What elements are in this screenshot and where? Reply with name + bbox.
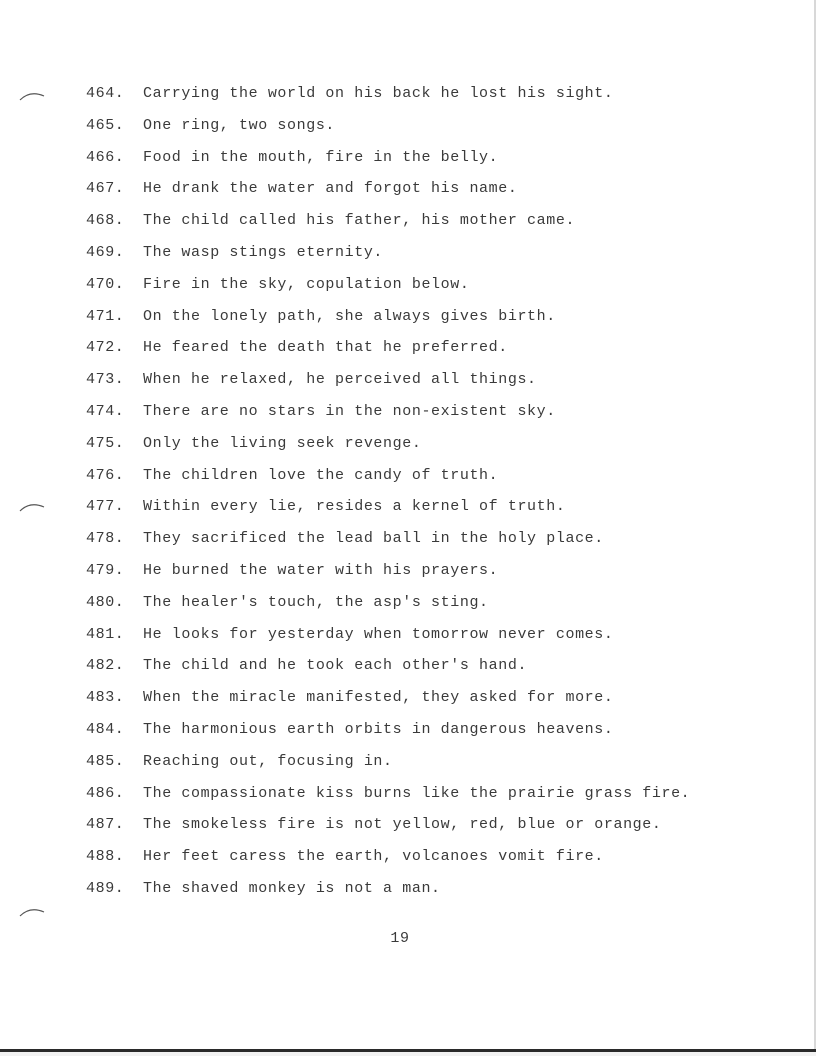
list-item [0, 816, 816, 848]
item-text: On the lonely path, she always gives birth. [143, 307, 556, 325]
item-number: 484. [86, 720, 125, 738]
list-item [0, 498, 816, 530]
list-item [0, 308, 816, 340]
list-item [0, 403, 816, 435]
item-text: Reaching out, focusing in. [143, 752, 393, 770]
item-number: 465. [86, 116, 125, 134]
item-number: 475. [86, 434, 125, 452]
item-text: The healer's touch, the asp's sting. [143, 593, 489, 611]
item-text: The smokeless fire is not yellow, red, blue or orange. [143, 816, 662, 834]
list-item [0, 530, 816, 562]
item-number: 474. [86, 402, 125, 420]
item-number: 479. [86, 561, 125, 579]
list-item [0, 339, 816, 371]
item-number: 478. [86, 530, 125, 548]
item-number: 486. [86, 784, 125, 802]
item-text: They sacrificed the lead ball in the holy place. [143, 530, 604, 548]
item-number: 480. [86, 593, 125, 611]
item-number: 482. [86, 657, 125, 675]
item-number: 483. [86, 689, 125, 707]
numbered-list [0, 85, 816, 912]
item-number: 469. [86, 243, 125, 261]
item-number: 466. [86, 148, 125, 166]
item-number: 472. [86, 339, 125, 357]
list-item [0, 276, 816, 308]
list-item [0, 721, 816, 753]
item-text: He looks for yesterday when tomorrow never comes. [143, 625, 614, 643]
list-item [0, 785, 816, 817]
list-item [0, 435, 816, 467]
list-item [0, 562, 816, 594]
list-item [0, 180, 816, 212]
list-item [0, 753, 816, 785]
list-item [0, 657, 816, 689]
item-text: When the miracle manifested, they asked for more. [143, 689, 614, 707]
item-number: 473. [86, 371, 125, 389]
item-text: There are no stars in the non-existent sky. [143, 402, 556, 420]
item-text: The child called his father, his mother came. [143, 212, 576, 230]
item-text: Within every lie, resides a kernel of truth. [143, 498, 566, 516]
item-text: He burned the water with his prayers. [143, 561, 499, 579]
item-number: 489. [86, 879, 125, 897]
item-number: 471. [86, 307, 125, 325]
list-item [0, 85, 816, 117]
list-item [0, 149, 816, 181]
list-item [0, 117, 816, 149]
page-bottom-margin [0, 1052, 816, 1056]
list-item [0, 848, 816, 880]
list-item [0, 467, 816, 499]
item-text: Only the living seek revenge. [143, 434, 422, 452]
item-text: Carrying the world on his back he lost his sight. [143, 85, 614, 102]
list-item [0, 212, 816, 244]
item-text: When he relaxed, he perceived all things. [143, 371, 537, 389]
item-number: 468. [86, 212, 125, 230]
item-text: Food in the mouth, fire in the belly. [143, 148, 499, 166]
item-text: He feared the death that he preferred. [143, 339, 508, 357]
item-text: The compassionate kiss burns like the prairie grass fire. [143, 784, 691, 802]
item-number: 470. [86, 275, 125, 293]
list-item [0, 880, 816, 912]
item-number: 487. [86, 816, 125, 834]
item-text: Her feet caress the earth, volcanoes vomit fire. [143, 848, 604, 866]
item-text: The children love the candy of truth. [143, 466, 499, 484]
item-text: Fire in the sky, copulation below. [143, 275, 470, 293]
list-item [0, 594, 816, 626]
list-item [0, 244, 816, 276]
item-text: The shaved monkey is not a man. [143, 879, 441, 897]
item-text: One ring, two songs. [143, 116, 336, 134]
item-text: He drank the water and forgot his name. [143, 180, 518, 198]
item-text: The child and he took each other's hand. [143, 657, 528, 675]
item-number: 488. [86, 848, 125, 866]
item-number: 467. [86, 180, 125, 198]
item-number: 464. [86, 85, 125, 102]
item-number: 485. [86, 752, 125, 770]
item-text: The harmonious earth orbits in dangerous heavens. [143, 720, 614, 738]
item-number: 477. [86, 498, 125, 516]
list-item [0, 689, 816, 721]
list-item [0, 371, 816, 403]
item-number: 481. [86, 625, 125, 643]
item-text: The wasp stings eternity. [143, 243, 384, 261]
list-item [0, 626, 816, 658]
page-number: 19 [390, 930, 410, 947]
item-number: 476. [86, 466, 125, 484]
